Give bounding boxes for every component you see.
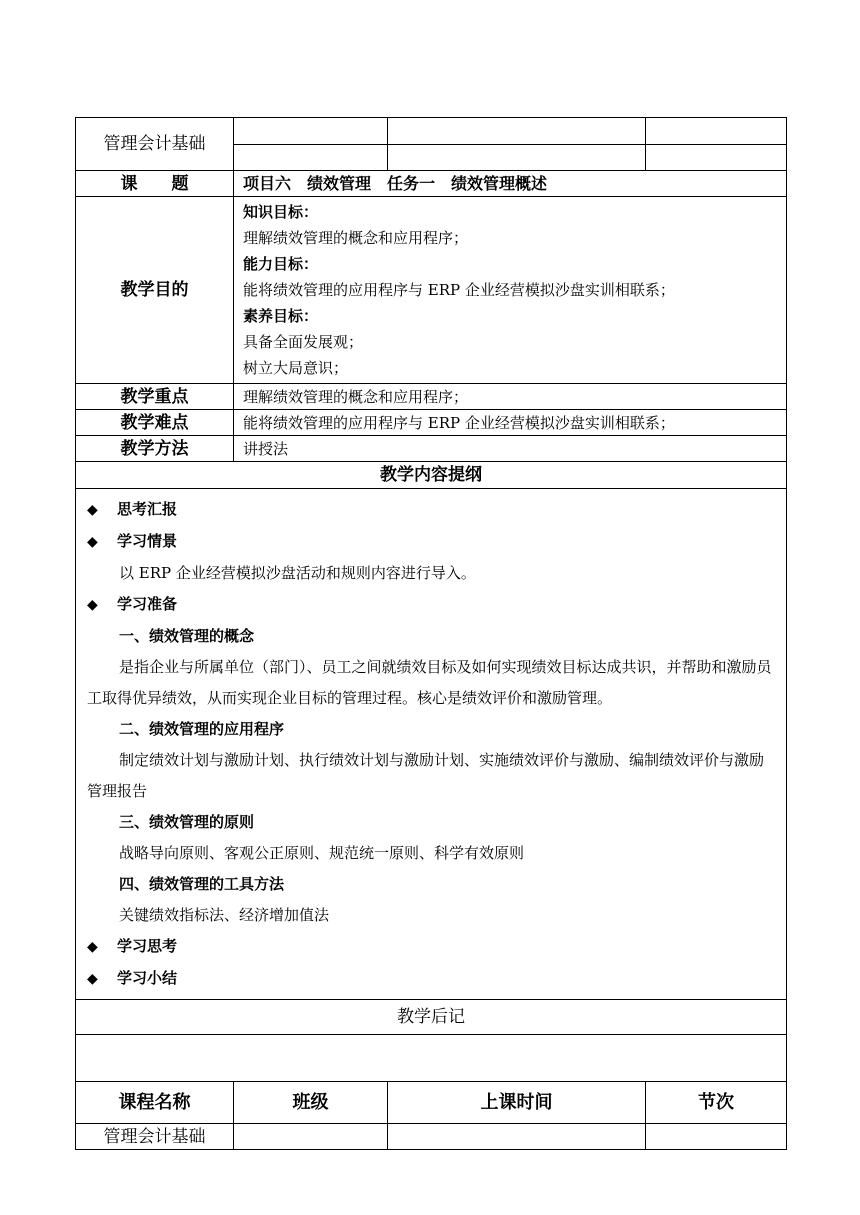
- principles-text: 战略导向原则、客观公正原则、规范统一原则、科学有效原则: [119, 844, 525, 862]
- bullet-preparation: 学习准备: [117, 595, 178, 613]
- header-class-cell: [234, 118, 388, 145]
- heading-tools: 四、绩效管理的工具方法: [119, 875, 285, 893]
- ability-title: 能力目标：: [243, 255, 319, 273]
- outline-title: 教学内容提纲: [76, 462, 787, 489]
- footer-period-cell: [646, 1124, 787, 1150]
- lesson-plan-table: [75, 117, 787, 1150]
- footer-col-period: 节次: [646, 1082, 787, 1124]
- concept-text: 是指企业与所属单位（部门）、员工之间就绩效目标及如何实现绩效目标达成共识，并帮助和激励员工取得优异绩效，从而实现企业目标的管理过程。核心是绩效评价和激励管理。: [87, 658, 772, 707]
- quality-text-1: 具备全面发展观；: [243, 333, 364, 351]
- quality-title: 素养目标：: [243, 307, 319, 325]
- heading-principles: 三、绩效管理的原则: [119, 813, 255, 831]
- header-time-cell: [388, 118, 646, 145]
- ability-text: 能将绩效管理的应用程序与 ERP 企业经营模拟沙盘实训相联系；: [243, 281, 675, 299]
- footer-class-cell: [234, 1124, 388, 1150]
- bullet-reflection: 学习思考: [117, 937, 178, 955]
- lesson-plan-sheet: [75, 117, 786, 1150]
- bullet-icon: ◆: [87, 534, 98, 550]
- difficulty-label: 教学难点: [76, 410, 234, 436]
- key-value: 理解绩效管理的概念和应用程序；: [234, 384, 787, 410]
- postscript-body: [76, 1035, 787, 1082]
- bullet-icon: ◆: [87, 597, 98, 613]
- header-course-name: 管理会计基础: [76, 118, 234, 171]
- method-value: 讲授法: [234, 436, 787, 462]
- quality-text-2: 树立大局意识；: [243, 359, 349, 377]
- header-class-cell-2: [234, 145, 388, 171]
- postscript-title: 教学后记: [76, 1000, 787, 1035]
- topic-value: 项目六 绩效管理 任务一 绩效管理概述: [234, 171, 787, 197]
- footer-col-time: 上课时间: [388, 1082, 646, 1124]
- difficulty-value: 能将绩效管理的应用程序与 ERP 企业经营模拟沙盘实训相联系；: [234, 410, 787, 436]
- heading-procedure: 二、绩效管理的应用程序: [119, 720, 285, 738]
- knowledge-title: 知识目标：: [243, 203, 319, 221]
- bullet-icon: ◆: [87, 502, 98, 518]
- knowledge-text: 理解绩效管理的概念和应用程序；: [243, 229, 469, 247]
- tools-text: 关键绩效指标法、经济增加值法: [119, 906, 330, 924]
- purpose-label: 教学目的: [76, 197, 234, 384]
- method-label: 教学方法: [76, 436, 234, 462]
- bullet-summary: 学习小结: [117, 969, 178, 987]
- topic-label: 课 题: [76, 171, 234, 197]
- bullet-scenario: 学习情景: [117, 532, 178, 550]
- key-label: 教学重点: [76, 384, 234, 410]
- footer-col-class: 班级: [234, 1082, 388, 1124]
- bullet-think-report: 思考汇报: [117, 500, 178, 518]
- header-period-cell: [646, 118, 787, 145]
- footer-time-cell: [388, 1124, 646, 1150]
- heading-concept: 一、绩效管理的概念: [119, 627, 255, 645]
- header-period-cell-2: [646, 145, 787, 171]
- footer-col-course: 课程名称: [76, 1082, 234, 1124]
- bullet-icon: ◆: [87, 971, 98, 987]
- footer-course-name: 管理会计基础: [76, 1124, 234, 1150]
- outline-content: [76, 489, 787, 1000]
- purpose-content: [234, 197, 787, 384]
- header-time-cell-2: [388, 145, 646, 171]
- scenario-text: 以 ERP 企业经营模拟沙盘活动和规则内容进行导入。: [119, 564, 476, 582]
- procedure-text: 制定绩效计划与激励计划、执行绩效计划与激励计划、实施绩效评价与激励、编制绩效评价与激励管理报告: [87, 751, 765, 800]
- bullet-icon: ◆: [87, 939, 98, 955]
